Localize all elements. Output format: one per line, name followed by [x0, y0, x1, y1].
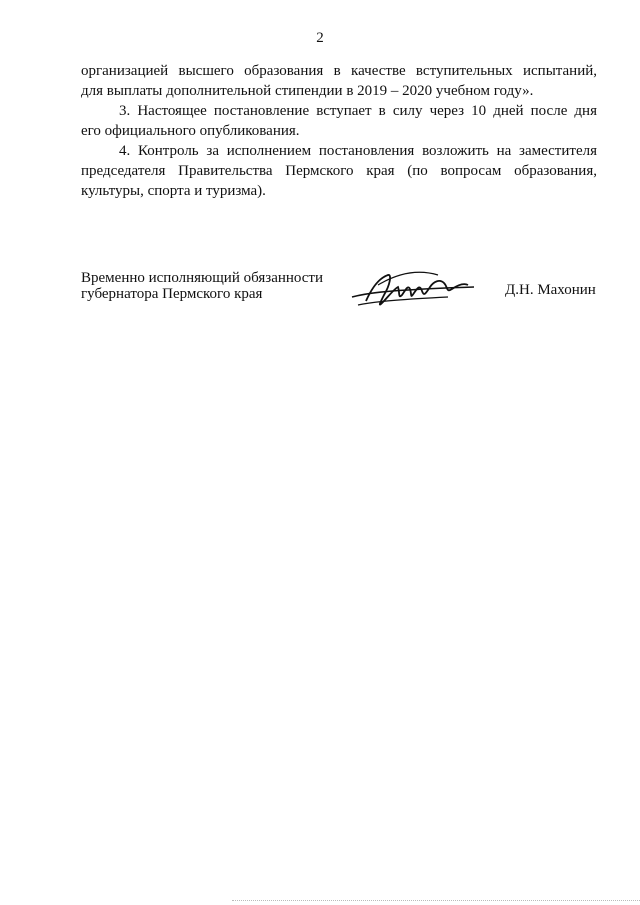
handwritten-signature [348, 263, 478, 311]
signatory-name: Д.Н. Махонин [505, 282, 596, 298]
page-edge-rule [232, 900, 640, 902]
document-body [81, 61, 597, 201]
paragraph-4-line: председателя Правительства Пермского края (по вопросам образования, [81, 163, 597, 179]
paragraph-line: организацией высшего образования в качестве вступительных испытаний, [81, 63, 597, 79]
signatory-title-line: губернатора Пермского края [81, 286, 263, 302]
paragraph-4-line: культуры, спорта и туризма). [81, 183, 266, 199]
paragraph-line: для выплаты дополнительной стипендии в 2019 – 2020 учебном году». [81, 83, 534, 99]
paragraph-4-line: 4. Контроль за исполнением постановления возложить на заместителя [119, 143, 597, 159]
page-number: 2 [316, 30, 324, 46]
paragraph-3-line: его официального опубликования. [81, 123, 300, 139]
paragraph-3-line: 3. Настоящее постановление вступает в силу через 10 дней после дня [119, 103, 597, 119]
signatory-title-line: Временно исполняющий обязанности [81, 270, 324, 286]
signatory-title [81, 270, 323, 302]
